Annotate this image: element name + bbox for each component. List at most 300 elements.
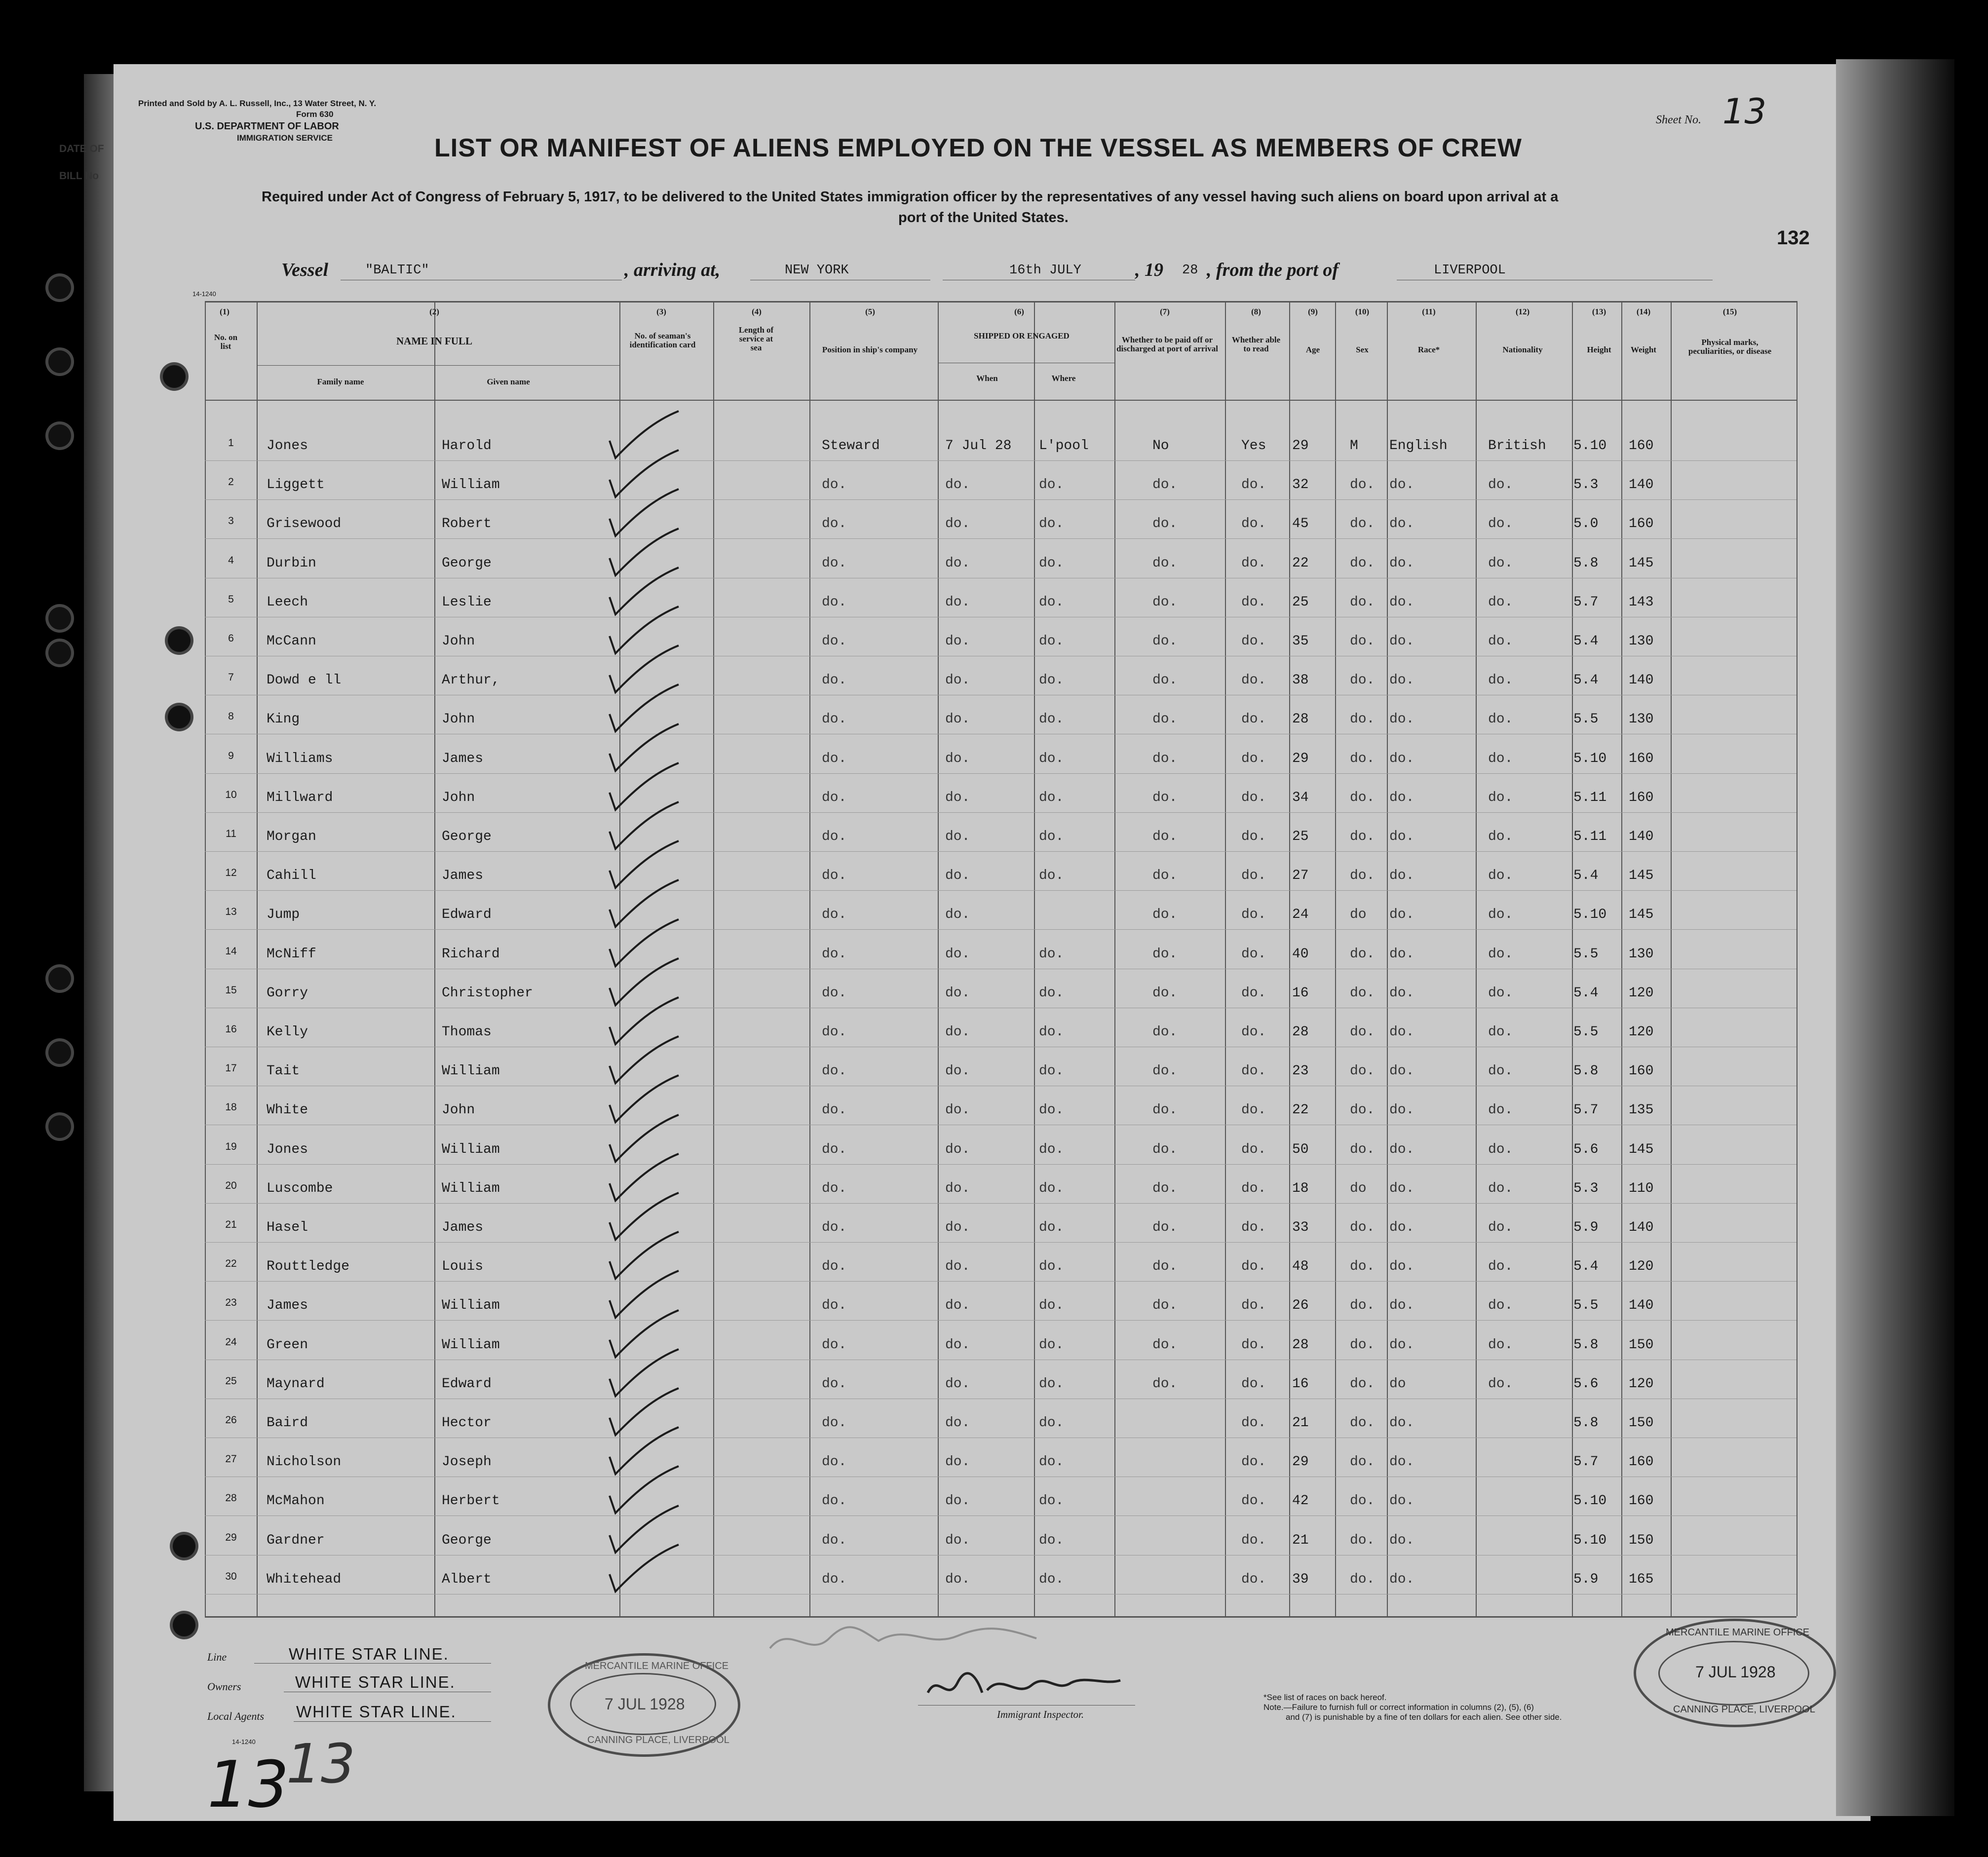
cell-sex: do. [1350,1141,1375,1157]
row-number: 11 [226,828,236,839]
binder-hole-icon [48,276,71,299]
cell-when: do. [945,1454,970,1470]
row-rule [205,460,1797,461]
cell-sex: do. [1350,1220,1375,1235]
cell-nationality: do. [1488,516,1513,532]
binder-hole-icon [173,1535,195,1557]
cell-where: do. [1039,868,1064,884]
col4-number: (4) [752,307,762,316]
cell-sex: do. [1350,1493,1375,1509]
cell-family: Cahill [267,868,316,884]
col9-number: (9) [1308,307,1318,316]
cell-weight: 140 [1629,829,1654,844]
col10-number: (10) [1355,307,1370,316]
sheet-no-value: 13 [1722,91,1767,132]
cell-read: do. [1241,1337,1266,1353]
table-column-rule [938,301,939,1616]
cell-race: do [1389,1376,1406,1392]
cell-nationality: do. [1488,751,1513,766]
cell-position: do. [822,712,847,727]
table-column-rule [1335,301,1336,1616]
cell-age: 25 [1292,829,1309,844]
cell-where: do. [1039,1337,1064,1353]
cell-paid: do. [1152,1141,1178,1157]
cell-given: Thomas [442,1024,492,1040]
cell-age: 34 [1292,790,1309,805]
row-number: 7 [228,672,234,683]
cell-nationality: do. [1488,907,1513,923]
cell-given: George [442,1532,492,1548]
cell-race: do. [1389,1532,1415,1548]
cell-race: do. [1389,634,1415,649]
cell-weight: 150 [1629,1532,1654,1548]
cell-race: do. [1389,790,1415,805]
cell-weight: 140 [1629,673,1654,688]
cell-when: do. [945,1376,970,1392]
cell-where: do. [1039,1493,1064,1509]
cell-where: do. [1039,516,1064,532]
cell-given: Harold [442,438,492,454]
cell-paid: do. [1152,1259,1178,1275]
cell-paid: No [1152,438,1169,454]
cell-where: do. [1039,1180,1064,1196]
cell-age: 16 [1292,985,1309,1001]
cell-race: do. [1389,1063,1415,1079]
cell-race: do. [1389,1415,1415,1431]
cell-race: do. [1389,1180,1415,1196]
cell-weight: 160 [1629,1063,1654,1079]
footer-agents-label: Local Agents [207,1710,265,1722]
cell-height: 5.10 [1573,751,1607,766]
table-column-rule [809,301,810,1616]
cell-where: do. [1039,1454,1064,1470]
form-number: Form 630 [296,110,334,119]
binder-hole-icon [48,967,71,990]
col10-header: Sex [1356,345,1369,354]
cell-paid: do. [1152,634,1178,649]
cell-weight: 160 [1629,1454,1654,1470]
cell-family: Luscombe [267,1180,333,1196]
cell-sex: do. [1350,1337,1375,1353]
table-rule [205,301,1797,303]
cell-paid: do. [1152,1298,1178,1314]
page-number: 132 [1777,227,1810,249]
cell-where: do. [1039,1102,1064,1118]
cell-paid: do. [1152,790,1178,805]
cell-where: do. [1039,1532,1064,1548]
sheet-no-label: Sheet No. [1656,114,1701,126]
footer-line-label: Line [207,1651,227,1663]
row-number: 16 [225,1023,237,1035]
cell-weight: 145 [1629,907,1654,923]
cell-weight: 150 [1629,1337,1654,1353]
cell-read: do. [1241,1063,1266,1079]
cell-weight: 160 [1629,438,1654,454]
cell-sex: do. [1350,1415,1375,1431]
cell-age: 24 [1292,907,1309,923]
cell-read: do. [1241,1454,1266,1470]
cell-nationality: do. [1488,1063,1513,1079]
binder-hole-icon [48,424,71,447]
cell-race: do. [1389,1571,1415,1587]
cell-position: do. [822,1571,847,1587]
cell-race: do. [1389,712,1415,727]
cell-family: Dowd e ll [267,673,342,688]
note-races: *See list of races on back hereof. [1263,1693,1387,1702]
cell-given: Edward [442,1376,492,1392]
cell-given: Christopher [442,985,533,1001]
footer-owners-label: Owners [207,1680,241,1693]
col2-family-header: Family name [317,377,364,386]
cell-nationality: do. [1488,477,1513,493]
table-column-rule [1476,301,1477,1616]
inspector-signature-icon [923,1663,1130,1707]
cell-paid: do. [1152,673,1178,688]
cell-family: Jones [267,438,308,454]
table-column-rule [1034,301,1035,1616]
cell-when: do. [945,868,970,884]
cell-position: do. [822,1454,847,1470]
cell-nationality: do. [1488,829,1513,844]
cell-height: 5.5 [1573,712,1599,727]
cell-family: Millward [267,790,333,805]
cell-race: English [1389,438,1448,454]
cell-family: Nicholson [267,1454,342,1470]
binder-hole-icon [163,365,186,388]
cell-race: do. [1389,985,1415,1001]
cell-when: do. [945,829,970,844]
table-column-rule [1114,301,1115,1616]
cell-paid: do. [1152,907,1178,923]
cell-when: do. [945,634,970,649]
cell-given: James [442,1220,484,1235]
row-number: 5 [228,593,234,605]
cell-age: 21 [1292,1415,1309,1431]
cell-paid: do. [1152,477,1178,493]
cell-where: L'pool [1039,438,1089,454]
table-column-rule [1289,301,1290,1616]
cell-paid: do. [1152,751,1178,766]
cell-sex: do. [1350,751,1375,766]
cell-when: do. [945,1337,970,1353]
cell-family: Grisewood [267,516,342,532]
row-number: 6 [228,633,234,644]
cell-where: do. [1039,790,1064,805]
arriving-label: , arriving at, [624,260,721,280]
row-rule [205,812,1797,813]
row-number: 22 [225,1258,237,1270]
cell-age: 16 [1292,1376,1309,1392]
cell-weight: 160 [1629,751,1654,766]
cell-position: do. [822,829,847,844]
cell-nationality: do. [1488,1141,1513,1157]
cell-position: do. [822,985,847,1001]
table-column-rule [1387,301,1388,1616]
cell-nationality: do. [1488,634,1513,649]
cell-nationality: do. [1488,1337,1513,1353]
cell-age: 35 [1292,634,1309,649]
cell-read: do. [1241,673,1266,688]
cell-race: do. [1389,477,1415,493]
cell-weight: 145 [1629,868,1654,884]
col7-number: (7) [1160,307,1170,316]
col12-header: Nationality [1502,345,1543,354]
cell-given: Robert [442,516,492,532]
cell-nationality: do. [1488,868,1513,884]
cell-sex: do. [1350,1571,1375,1587]
cell-family: Williams [267,751,333,766]
cell-family: Morgan [267,829,316,844]
cell-where: do. [1039,1024,1064,1040]
cell-read: do. [1241,712,1266,727]
cell-race: do. [1389,1220,1415,1235]
cell-age: 33 [1292,1220,1309,1235]
cell-weight: 130 [1629,712,1654,727]
binder-hole-icon [48,1041,71,1064]
cell-position: do. [822,555,847,571]
row-number: 29 [225,1531,237,1543]
cell-position: do. [822,1102,847,1118]
cell-position: do. [822,790,847,805]
binder-hole-icon [48,1115,71,1138]
cell-weight: 145 [1629,555,1654,571]
cell-weight: 130 [1629,634,1654,649]
cell-given: John [442,712,475,727]
margin-label-date: DATE OF [59,143,104,154]
cell-nationality: do. [1488,1298,1513,1314]
cell-sex: do. [1350,790,1375,805]
table-column-rule [713,301,714,1616]
cell-age: 18 [1292,1180,1309,1196]
cell-read: do. [1241,946,1266,962]
footer-line-value: WHITE STAR LINE. [289,1645,449,1663]
cell-sex: do. [1350,634,1375,649]
col7-header: Whether to be paid off or discharged at port of arrival [1116,335,1218,353]
check-mark-icon [605,1542,684,1596]
cell-when: do. [945,1220,970,1235]
cell-when: do. [945,1532,970,1548]
col6-when-header: When [976,374,998,383]
cell-sex: do. [1350,868,1375,884]
cell-read: do. [1241,594,1266,610]
cell-height: 5.11 [1573,790,1607,805]
cell-paid: do. [1152,1063,1178,1079]
cell-race: do. [1389,829,1415,844]
cell-age: 26 [1292,1298,1309,1314]
col6-where-header: Where [1051,374,1076,383]
stamp-mercantile-left [548,1653,740,1757]
cell-race: do. [1389,868,1415,884]
row-rule [205,1242,1797,1243]
cell-position: do. [822,594,847,610]
cell-sex: do. [1350,1102,1375,1118]
cell-position: do. [822,516,847,532]
cell-given: William [442,1063,500,1079]
cell-family: Gardner [267,1532,325,1548]
cell-where: do. [1039,1298,1064,1314]
cell-family: Jones [267,1141,308,1157]
cell-height: 5.6 [1573,1141,1599,1157]
year-prefix: , 19 [1135,260,1163,280]
row-number: 8 [228,711,234,722]
row-number: 30 [225,1570,237,1582]
cell-when: 7 Jul 28 [945,438,1012,454]
cell-height: 5.4 [1573,634,1599,649]
row-number: 26 [225,1414,237,1426]
handwritten-number-light: 13 [286,1732,355,1795]
row-number: 4 [228,554,234,566]
stamp-mercantile-right [1634,1619,1836,1727]
cell-read: do. [1241,1141,1266,1157]
table-column-rule [1572,301,1573,1616]
cell-height: 5.4 [1573,673,1599,688]
cell-when: do. [945,673,970,688]
cell-position: do. [822,1298,847,1314]
page-edge-shadow-right [1836,59,1954,1816]
cell-weight: 165 [1629,1571,1654,1587]
cell-paid: do. [1152,946,1178,962]
stamp-right-date: 7 JUL 1928 [1695,1663,1776,1681]
stamp-left-bottom: CANNING PLACE, LIVERPOOL [587,1735,729,1745]
footer-form-code: 14-1240 [232,1738,256,1745]
cell-read: do. [1241,1571,1266,1587]
cell-paid: do. [1152,868,1178,884]
cell-when: do. [945,985,970,1001]
cell-where: do. [1039,1259,1064,1275]
cell-weight: 120 [1629,1376,1654,1392]
col11-number: (11) [1422,307,1436,316]
col3-header: No. of seaman's identification card [629,331,696,349]
cell-age: 32 [1292,477,1309,493]
cell-when: do. [945,751,970,766]
cell-position: do. [822,907,847,923]
binder-hole-icon [168,706,191,728]
row-number: 24 [225,1336,237,1348]
cell-weight: 160 [1629,790,1654,805]
row-number: 28 [225,1492,237,1504]
cell-position: do. [822,1220,847,1235]
cell-age: 29 [1292,438,1309,454]
cell-height: 5.5 [1573,946,1599,962]
cell-race: do. [1389,1493,1415,1509]
cell-family: White [267,1102,308,1118]
printer-line: Printed and Sold by A. L. Russell, Inc., 13 Water Street, N. Y. [138,99,377,108]
cell-nationality: do. [1488,712,1513,727]
row-rule [205,538,1797,539]
cell-nationality: do. [1488,1376,1513,1392]
vessel-label: Vessel [281,260,328,280]
cell-read: do. [1241,477,1266,493]
cell-height: 5.11 [1573,829,1607,844]
cell-nationality: do. [1488,1220,1513,1235]
cell-read: do. [1241,829,1266,844]
cell-position: do. [822,1063,847,1079]
stamp-right-bottom: CANNING PLACE, LIVERPOOL [1673,1704,1815,1715]
cell-race: do. [1389,516,1415,532]
cell-read: do. [1241,868,1266,884]
row-rule [205,851,1797,852]
cell-height: 5.4 [1573,868,1599,884]
cell-when: do. [945,712,970,727]
cell-family: Leech [267,594,308,610]
cell-weight: 140 [1629,1298,1654,1314]
cell-position: do. [822,1180,847,1196]
cell-family: Maynard [267,1376,325,1392]
row-number: 25 [225,1375,237,1387]
row-number: 20 [225,1179,237,1191]
cell-when: do. [945,1102,970,1118]
cell-nationality: do. [1488,673,1513,688]
col5-number: (5) [865,307,875,316]
cell-position: do. [822,868,847,884]
cell-paid: do. [1152,555,1178,571]
cell-paid: do. [1152,1180,1178,1196]
cell-given: William [442,1180,500,1196]
cell-height: 5.6 [1573,1376,1599,1392]
arrival-date: 16th JULY [1009,263,1081,278]
cell-sex: do. [1350,1298,1375,1314]
cell-position: do. [822,946,847,962]
cell-given: Edward [442,907,492,923]
cell-height: 5.4 [1573,985,1599,1001]
cell-sex: do. [1350,673,1375,688]
cell-where: do. [1039,1376,1064,1392]
vessel-name: "BALTIC" [365,263,429,278]
cell-weight: 160 [1629,516,1654,532]
cell-age: 22 [1292,1102,1309,1118]
row-rule [205,1320,1797,1321]
cell-when: do. [945,1298,970,1314]
cell-age: 39 [1292,1571,1309,1587]
cell-height: 5.10 [1573,438,1607,454]
col15-number: (15) [1722,307,1737,316]
cell-height: 5.3 [1573,1180,1599,1196]
row-number: 13 [225,906,237,918]
cell-age: 29 [1292,751,1309,766]
cell-when: do. [945,594,970,610]
cell-position: do. [822,477,847,493]
row-rule [205,499,1797,500]
arrival-year: 28 [1182,263,1198,278]
faint-signature-icon [760,1614,1066,1663]
handwritten-number: 13 [207,1747,289,1822]
cell-read: do. [1241,1532,1266,1548]
cell-weight: 130 [1629,946,1654,962]
row-number: 15 [225,984,237,996]
page-title: LIST OR MANIFEST OF ALIENS EMPLOYED ON THE VESSEL AS MEMBERS OF CREW [434,134,1522,162]
cell-height: 5.10 [1573,1493,1607,1509]
cell-height: 5.5 [1573,1298,1599,1314]
cell-read: do. [1241,1102,1266,1118]
row-number: 1 [228,437,234,449]
form-code-top: 14-1240 [192,290,216,298]
cell-weight: 160 [1629,1493,1654,1509]
cell-where: do. [1039,1063,1064,1079]
cell-age: 42 [1292,1493,1309,1509]
col2-header: NAME IN FULL [396,335,472,347]
cell-height: 5.10 [1573,1532,1607,1548]
binder-hole-icon [173,1614,195,1636]
cell-age: 28 [1292,1337,1309,1353]
cell-age: 25 [1292,594,1309,610]
cell-race: do. [1389,907,1415,923]
cell-age: 38 [1292,673,1309,688]
cell-paid: do. [1152,1102,1178,1118]
cell-where: do. [1039,555,1064,571]
cell-weight: 120 [1629,1259,1654,1275]
cell-given: Hector [442,1415,492,1431]
cell-nationality: British [1488,438,1546,454]
